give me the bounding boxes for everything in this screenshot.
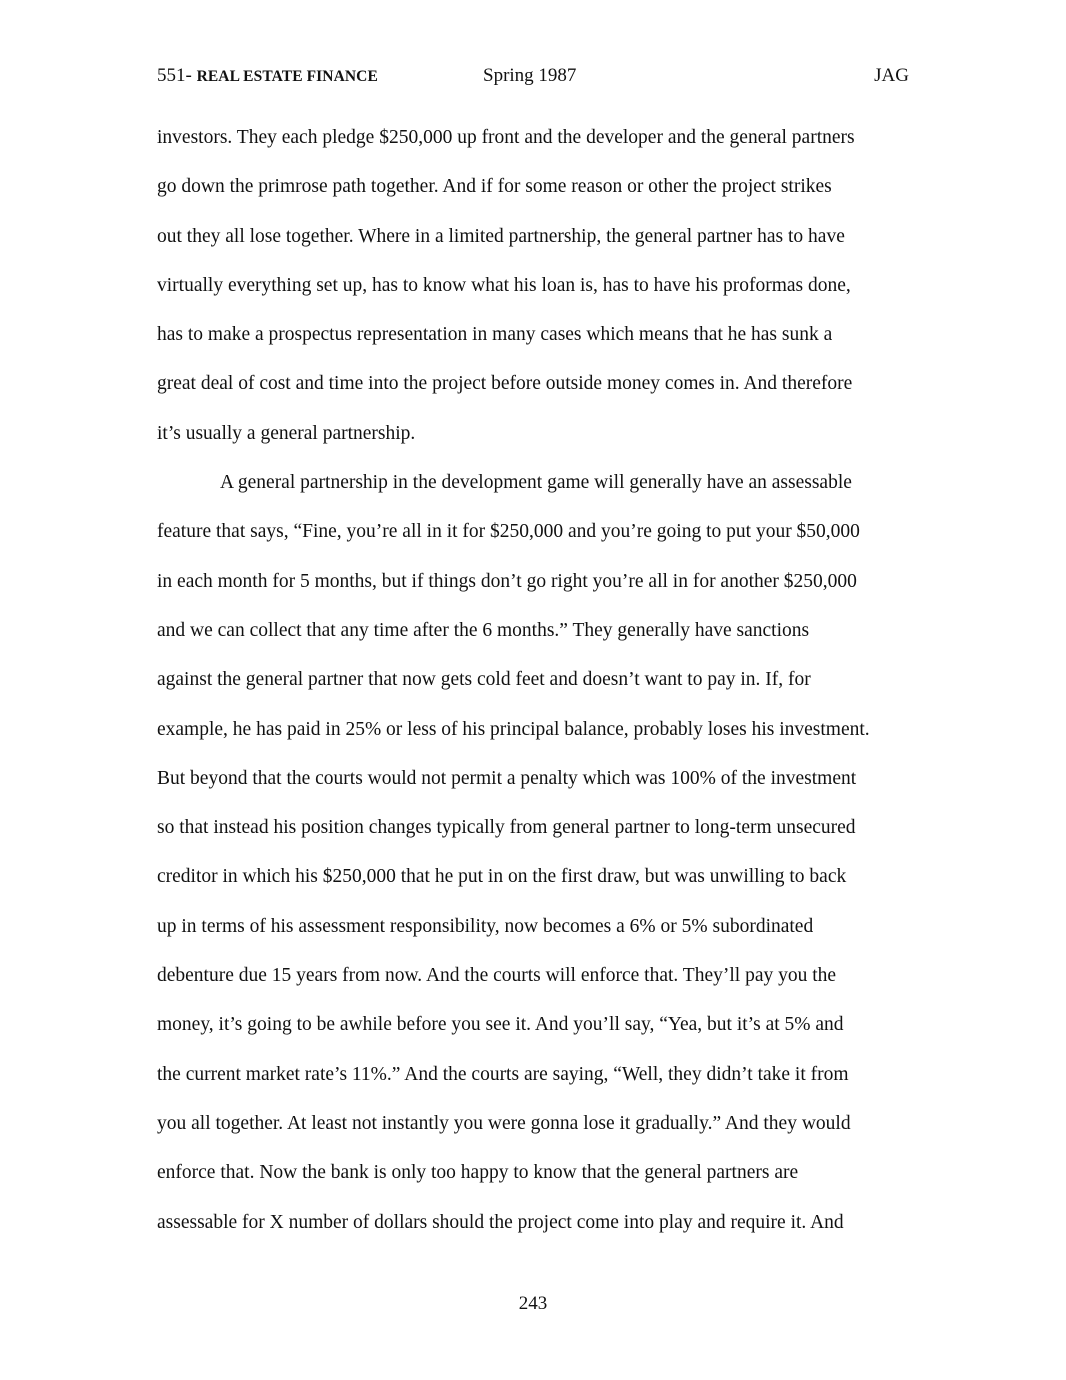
text-line: money, it’s going to be awhile before you see it. And you’ll say, “Yea, but it’s at 5% and (157, 1014, 844, 1036)
text-line: great deal of cost and time into the project before outside money comes in. And therefore (157, 373, 853, 395)
text-line: feature that says, “Fine, you’re all in it for $250,000 and you’re going to put your $50,000 (157, 521, 860, 543)
text-line: assessable for X number of dollars should the project come into play and require it. And (157, 1211, 844, 1233)
text-line: enforce that. Now the bank is only too happy to know that the general partners are (157, 1162, 799, 1184)
text-line: you all together. At least not instantly you were gonna lose it gradually.” And they would (157, 1112, 851, 1134)
text-line: and we can collect that any time after the 6 months.” They generally have sanctions (157, 619, 810, 641)
course-name: REAL ESTATE FINANCE (196, 68, 378, 85)
text-line: go down the primrose path together. And if for some reason or other the project strikes (157, 176, 832, 198)
text-line: out they all lose together. Where in a limited partnership, the general partner has to have (157, 225, 845, 247)
text-line: in each month for 5 months, but if things don’t go right you’re all in for another $250,000 (157, 570, 857, 592)
body-text (157, 113, 912, 1247)
text-line: the current market rate’s 11%.” And the courts are saying, “Well, they didn’t take it from (157, 1063, 849, 1085)
header-term: Spring 1987 (483, 65, 577, 86)
paragraph-start-line: A general partnership in the development game will generally have an assessable (220, 472, 852, 494)
course-number: 551- (157, 65, 192, 86)
text-line: creditor in which his $250,000 that he put in on the first draw, but was unwilling to back (157, 866, 847, 888)
text-line: investors. They each pledge $250,000 up front and the developer and the general partners (157, 127, 855, 148)
text-line: debenture due 15 years from now. And the courts will enforce that. They’ll pay you the (157, 965, 837, 987)
page-number: 243 (518, 1293, 548, 1314)
header-course (157, 63, 378, 90)
text-line: has to make a prospectus representation in many cases which means that he has sunk a (157, 324, 833, 346)
text-line: example, he has paid in 25% or less of his principal balance, probably loses his investment. (157, 718, 870, 740)
header-initials: JAG (874, 65, 909, 86)
text-line: But beyond that the courts would not permit a penalty which was 100% of the investment (157, 767, 857, 789)
text-line: it’s usually a general partnership. (157, 422, 416, 444)
text-line: against the general partner that now gets cold feet and doesn’t want to pay in. If, for (157, 669, 811, 691)
text-line: virtually everything set up, has to know what his loan is, has to have his proformas done, (157, 274, 851, 296)
text-line: so that instead his position changes typically from general partner to long-term unsecured (157, 817, 856, 839)
text-line: up in terms of his assessment responsibility, now becomes a 6% or 5% subordinated (157, 915, 814, 937)
